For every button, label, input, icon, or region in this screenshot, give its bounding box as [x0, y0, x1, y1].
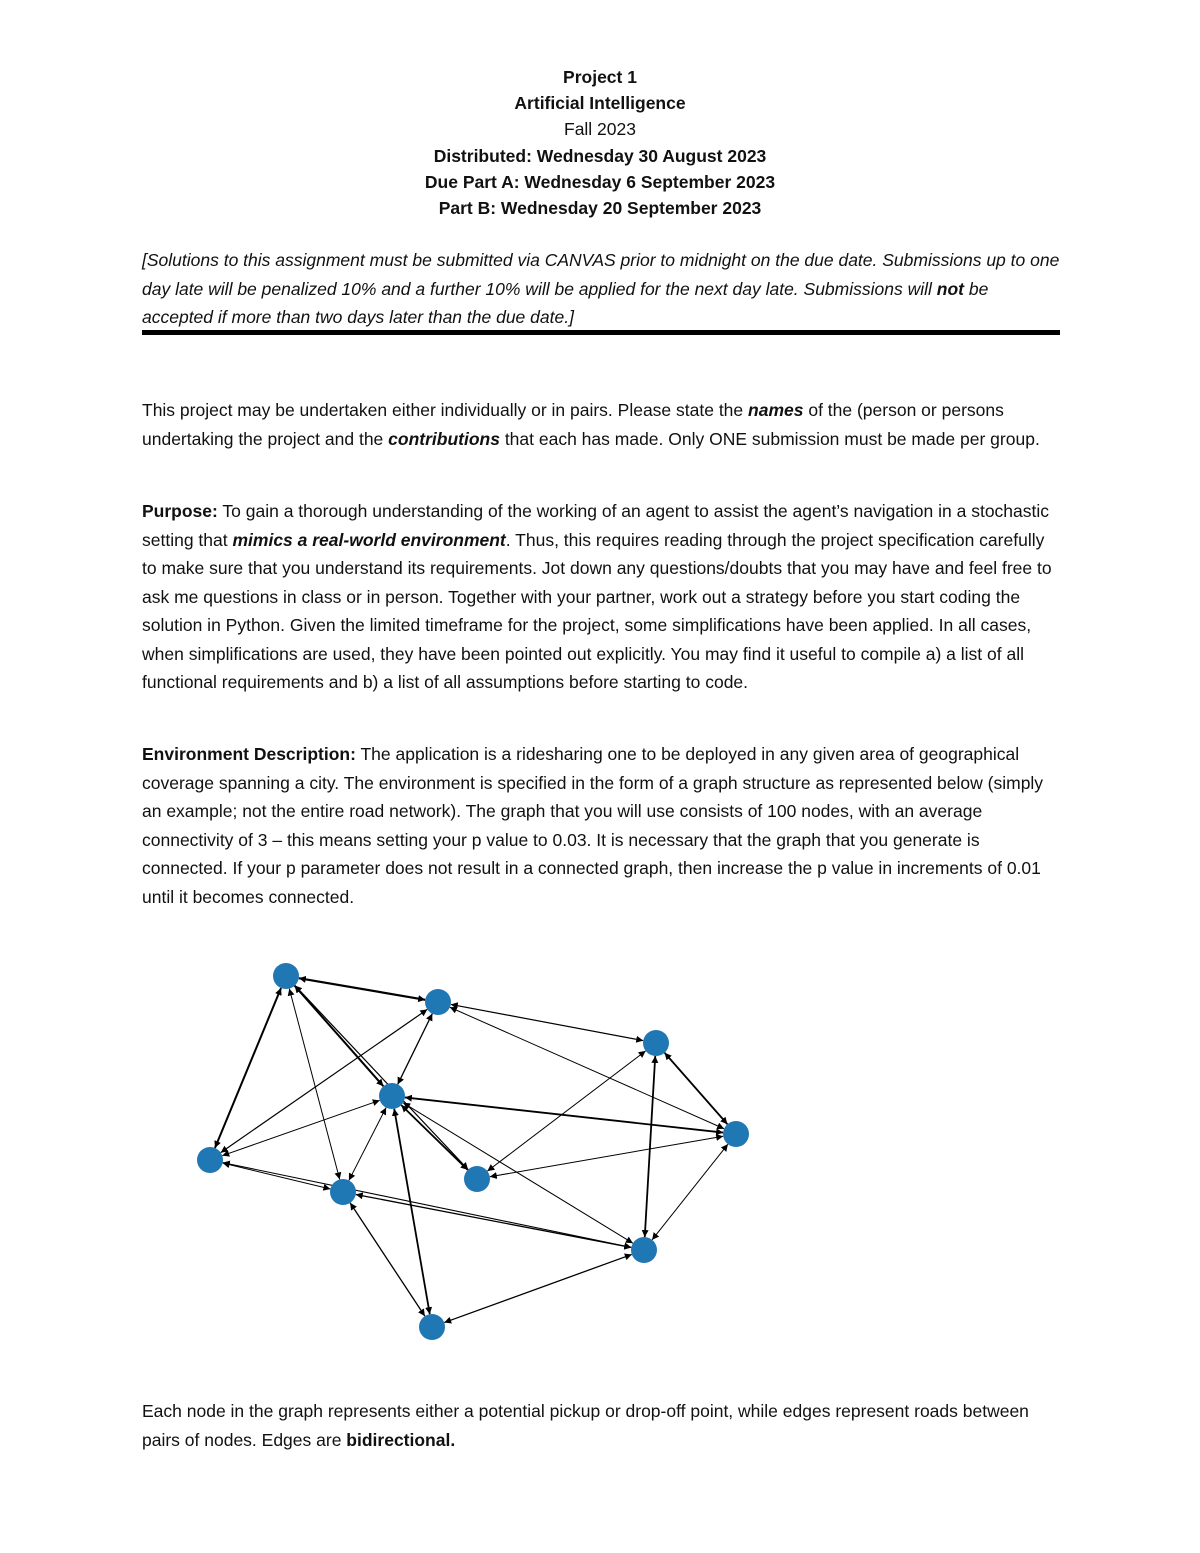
nodes-text-1: Each node in the graph represents either a potential pickup or drop-off point, while edges represent roads between pairs of nodes. Edges are	[142, 1401, 1029, 1450]
document-header	[0, 64, 1200, 221]
environment-label: Environment Description:	[142, 744, 356, 764]
graph-node-c	[643, 1030, 669, 1056]
graph-edge-d-j	[394, 1109, 430, 1314]
graph-edge-e-i	[652, 1144, 728, 1240]
graph-edge-d-i	[403, 1103, 633, 1243]
intro-text-2: of the (person or persons undertaking the project and the	[142, 400, 1004, 449]
intro-paragraph	[142, 396, 1062, 453]
graph-node-j	[419, 1314, 445, 1340]
graph-edge-d-f	[222, 1100, 379, 1155]
graph-edge-b-c	[451, 1004, 643, 1040]
graph-node-a	[273, 963, 299, 989]
notice-text-2: be accepted if more than two days later than the due date.]	[142, 278, 989, 327]
intro-text-3: that each has made. Only ONE submission must be made per group.	[499, 428, 1040, 449]
intro-names-emphasis: names	[748, 400, 804, 420]
purpose-text-1: To gain a thorough understanding of the working of an agent to assist the agent’s navigation in a stochastic setting that	[142, 501, 1050, 550]
graph-edge-d-g	[349, 1108, 386, 1181]
graph-node-i	[631, 1237, 657, 1263]
graph-edge-a-g	[289, 989, 339, 1180]
graph-node-f	[197, 1147, 223, 1173]
graph-edge-d-h	[401, 1105, 467, 1170]
purpose-emphasis: mimics a real-world environment	[232, 529, 506, 550]
graph-node-d	[379, 1083, 405, 1109]
graph-node-e	[723, 1121, 749, 1147]
graph-edge-d-e	[405, 1097, 723, 1132]
due-date-part-a: Due Part A: Wednesday 6 September 2023	[424, 171, 776, 192]
graph-edge-b-e	[450, 1007, 724, 1128]
graph-edges	[215, 978, 728, 1322]
graph-edge-a-f	[215, 988, 281, 1148]
intro-contributions-emphasis: contributions	[388, 428, 500, 449]
distributed-date: Distributed: Wednesday 30 August 2023	[433, 145, 767, 166]
purpose-text-2: . Thus, this requires reading through the project specification carefully to make sure that you understand its requirements. Jot down any questions/doubts that you may have and feel free to ask me questions in class or in person. Together with your partner, work out a strategy before you start coding the solution in Python. Given the limited timeframe for the project, some simplifications have been applied. In all cases, when simplifications are used, they have been pointed out explicitly. You may find it useful to compile a) a list of all functional requirements and b) a list of all assumptions before starting to code.	[142, 529, 1052, 692]
graph-edge-b-f	[221, 1009, 428, 1152]
graph-edge-c-e	[665, 1053, 728, 1124]
graph-edge-j-i	[444, 1254, 632, 1322]
purpose-paragraph	[142, 497, 1062, 697]
horizontal-rule	[142, 330, 1060, 335]
graph-edge-c-h	[487, 1051, 645, 1171]
graph-node-h	[464, 1166, 490, 1192]
intro-text-1: This project may be undertaken either individually or in pairs. Please state the	[142, 400, 749, 420]
graph-edge-a-b	[299, 978, 425, 1000]
environment-paragraph	[142, 740, 1062, 911]
graph-edge-b-d	[398, 1014, 433, 1085]
submission-notice	[142, 246, 1062, 332]
course-name: Artificial Intelligence	[514, 93, 686, 114]
nodes-bold: bidirectional.	[346, 1429, 456, 1450]
graph-edge-f-g	[223, 1163, 331, 1189]
due-date-part-b: Part B: Wednesday 20 September 2023	[438, 198, 762, 219]
graph-node-g	[330, 1179, 356, 1205]
graph-figure	[180, 950, 780, 1350]
graph-edge-g-i	[356, 1194, 631, 1247]
graph-edge-c-i	[645, 1056, 655, 1237]
environment-text: The application is a ridesharing one to be deployed in any given area of geographical coverage spanning a city. The environment is specified in the form of a graph structure as represented below (simply an example; not the entire road network). The graph that you will use consists of 100 nodes, with an average connectivity of 3 – this means setting your p value to 0.03. It is necessary that the graph that you generate is connected. If your p parameter does not result in a connected graph, then increase the p value in increments of 0.01 until it becomes connected.	[142, 744, 1044, 907]
graph-nodes	[197, 963, 749, 1340]
project-title: Project 1	[563, 67, 637, 87]
nodes-paragraph	[142, 1397, 1062, 1454]
purpose-label: Purpose:	[142, 501, 218, 521]
notice-text-1: [Solutions to this assignment must be submitted via CANVAS prior to midnight on the due date. Submissions up to one day late will be penalized 10% and a further 10% will be applied for the next day late. Submissions will	[142, 250, 1060, 299]
term: Fall 2023	[564, 119, 636, 140]
notice-not-emphasis: not	[936, 278, 964, 299]
graph-node-b	[425, 989, 451, 1015]
